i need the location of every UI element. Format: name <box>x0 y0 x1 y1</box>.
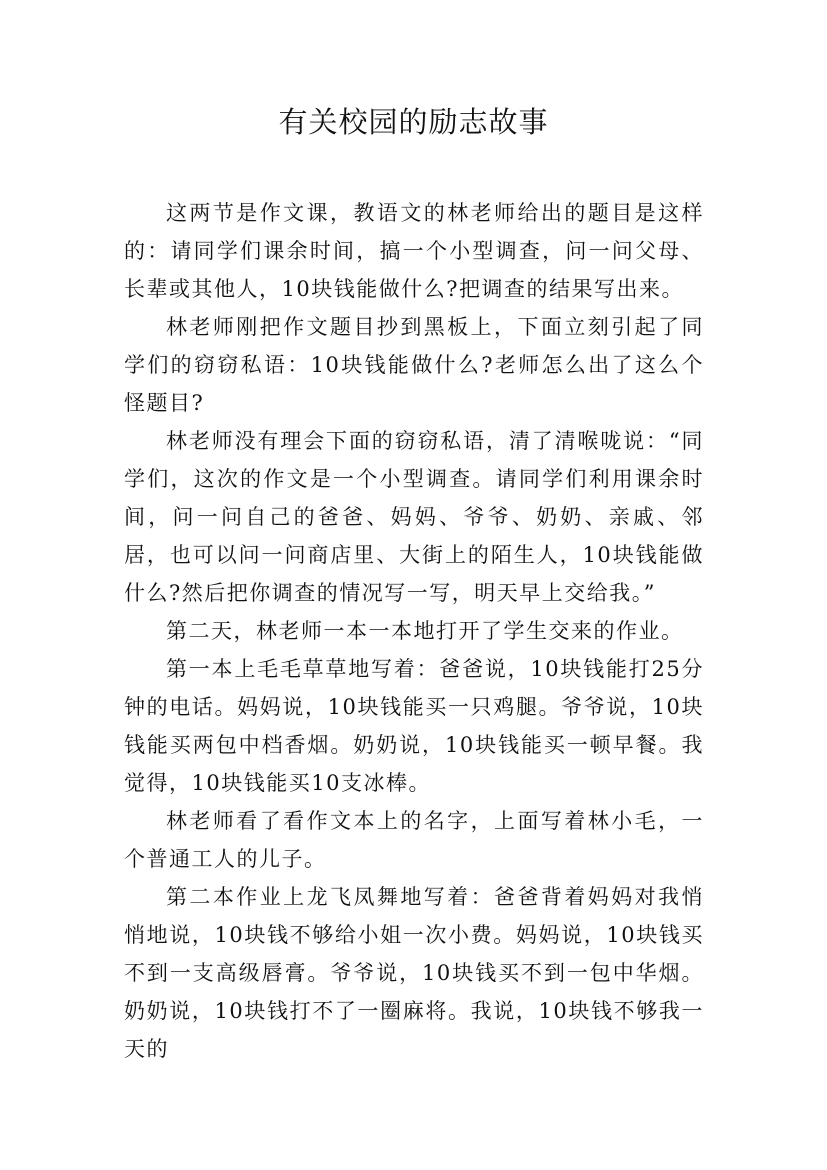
paragraph: 第二本作业上龙飞凤舞地写着：爸爸背着妈妈对我悄悄地说，10块钱不够给小姐一次小费。妈妈说，10块钱买不到一支高级唇膏。爷爷说，10块钱买不到一包中华烟。奶奶说，10块钱打不了一圈麻将。我说，10块钱不够我一天的 <box>124 885 704 1061</box>
paragraph: 第一本上毛毛草草地写着：爸爸说，10块钱能打25分钟的电话。妈妈说，10块钱能买一只鸡腿。爷爷说，10块钱能买两包中档香烟。奶奶说，10块钱能买一顿早餐。我觉得，10块钱能买10支冰棒。 <box>124 657 704 795</box>
paragraph: 这两节是作文课，教语文的林老师给出的题目是这样的：请同学们课余时间，搞一个小型调查，问一问父母、长辈或其他人，10块钱能做什么?把调查的结果写出来。 <box>124 201 704 301</box>
paragraph: 林老师看了看作文本上的名字，上面写着林小毛，一个普通工人的儿子。 <box>124 809 704 871</box>
paragraph: 林老师刚把作文题目抄到黑板上，下面立刻引起了同学们的窃窃私语：10块钱能做什么?老师怎么出了这么个怪题目? <box>124 315 704 415</box>
paragraph: 第二天，林老师一本一本地打开了学生交来的作业。 <box>166 619 684 643</box>
document-title: 有关校园的励志故事 <box>278 105 549 139</box>
paragraph: 林老师没有理会下面的窃窃私语，清了清喉咙说：“同学们，这次的作文是一个小型调查。请同学们利用课余时间，问一问自己的爸爸、妈妈、爷爷、奶奶、亲戚、邻居，也可以问一问商店里、大街上的陌生人，10块钱能做什么?然后把你调查的情况写一写，明天早上交给我。” <box>124 429 704 605</box>
document-body <box>124 194 704 1068</box>
